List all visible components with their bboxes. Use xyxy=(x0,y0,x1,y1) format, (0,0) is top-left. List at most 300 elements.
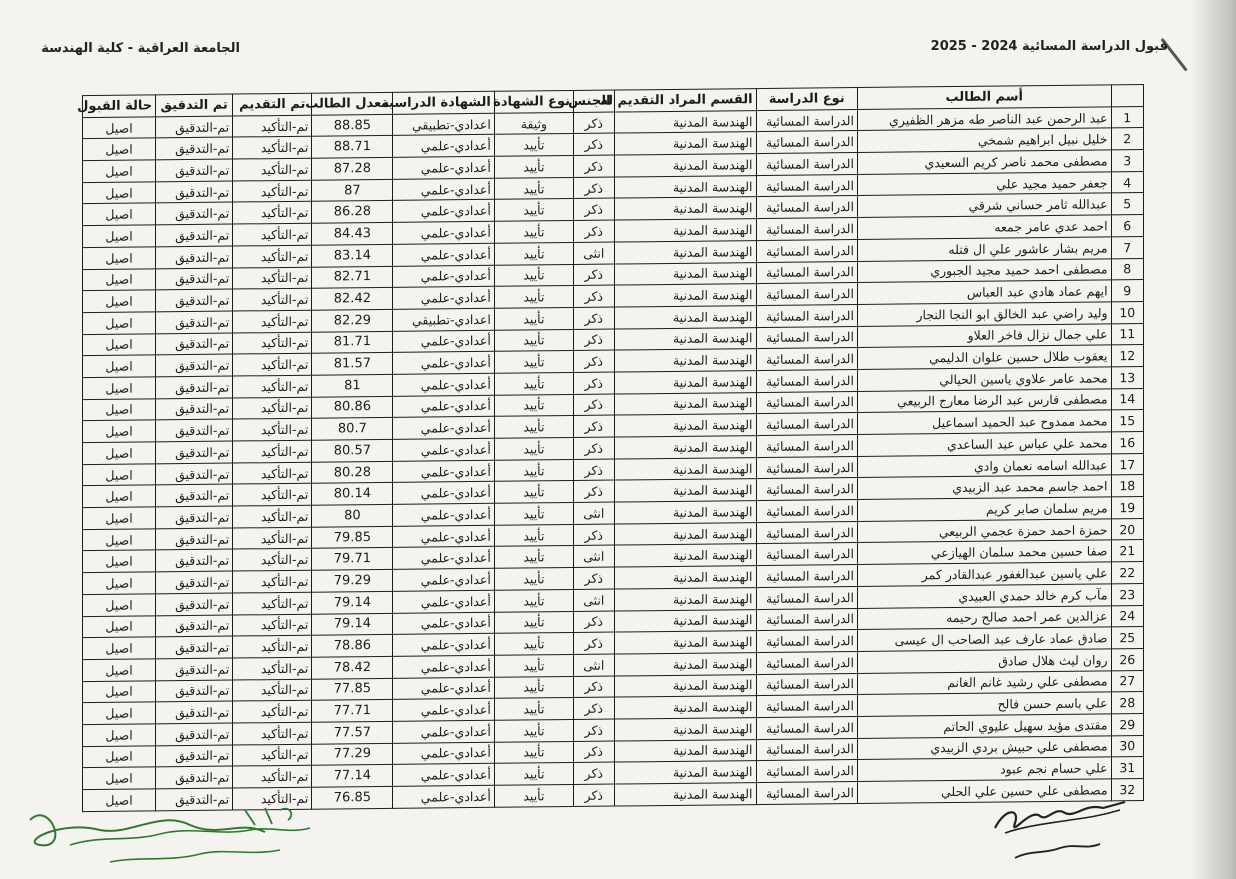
student-name-cell: جعفر حميد مجيد علي xyxy=(857,172,1111,196)
acceptance-status-cell: اصيل xyxy=(83,550,156,572)
verified-status-cell: تم-التدقيق xyxy=(156,766,233,788)
certificate-type-cell: وثيقة xyxy=(494,112,573,135)
gender-cell: ذكر xyxy=(573,112,614,134)
verified-status-cell: تم-التدقيق xyxy=(156,354,233,376)
certificate-type-cell: تأييد xyxy=(494,242,573,265)
gpa-cell: 79.29 xyxy=(312,569,393,592)
student-name-cell: مصطفى فارس عبد الرضا معارج الربيعي xyxy=(857,388,1111,412)
gender-cell: ذكر xyxy=(573,329,614,351)
column-header-department: القسم المراد التقديم له xyxy=(614,89,756,112)
row-index-cell: 10 xyxy=(1111,301,1143,323)
verified-status-cell: تم-التدقيق xyxy=(156,593,233,615)
study-type-cell: الدراسة المسائية xyxy=(756,369,857,392)
acceptance-status-cell: اصيل xyxy=(83,464,156,486)
verified-status-cell: تم-التدقيق xyxy=(156,441,233,463)
gpa-cell: 80 xyxy=(312,504,393,527)
row-index-cell: 11 xyxy=(1111,323,1143,345)
row-index-cell: 25 xyxy=(1111,627,1143,649)
school-certificate-cell: أعدادي-علمي xyxy=(393,677,494,700)
student-name-cell: مصطفى احمد حميد مجيد الجبوري xyxy=(857,258,1111,282)
gender-cell: انثى xyxy=(573,242,614,264)
applied-status-cell: تم-التأكيد xyxy=(233,744,312,767)
gpa-cell: 80.86 xyxy=(312,396,393,419)
gender-cell: ذكر xyxy=(573,155,614,177)
gender-cell: ذكر xyxy=(573,697,614,719)
school-certificate-cell: أعدادي-علمي xyxy=(393,503,494,526)
acceptance-status-cell: اصيل xyxy=(83,290,156,312)
department-cell: الهندسة المدنية xyxy=(614,305,756,328)
verified-status-cell: تم-التدقيق xyxy=(156,268,233,290)
student-name-cell: مصطفى علي رشيد غانم الغانم xyxy=(857,670,1111,694)
applied-status-cell: تم-التأكيد xyxy=(233,397,312,420)
applied-status-cell: تم-التأكيد xyxy=(233,549,312,572)
gender-cell: انثى xyxy=(573,545,614,567)
certificate-type-cell: تأييد xyxy=(494,763,573,786)
verified-status-cell: تم-التدقيق xyxy=(156,571,233,593)
gender-cell: ذكر xyxy=(573,394,614,416)
column-header-study-type: نوع الدراسة xyxy=(756,88,857,111)
gpa-cell: 80.57 xyxy=(312,439,393,462)
applied-status-cell: تم-التأكيد xyxy=(233,180,312,203)
gender-cell: ذكر xyxy=(573,459,614,481)
row-index-cell: 29 xyxy=(1111,713,1143,735)
column-header-acceptance-status: حالة القبول xyxy=(83,95,156,117)
verified-status-cell: تم-التدقيق xyxy=(156,333,233,355)
gender-cell: ذكر xyxy=(573,741,614,763)
applied-status-cell: تم-التأكيد xyxy=(233,766,312,789)
student-name-cell: مريم بشار عاشور علي ال فتله xyxy=(857,237,1111,261)
gpa-cell: 78.42 xyxy=(312,656,393,679)
acceptance-status-cell: اصيل xyxy=(83,680,156,702)
gender-cell: ذكر xyxy=(573,372,614,394)
document-title: قبول الدراسة المسائية 2024 - 2025 xyxy=(930,39,1168,54)
gpa-cell: 76.85 xyxy=(312,786,393,809)
gender-cell: ذكر xyxy=(573,632,614,654)
page-shadow xyxy=(1190,0,1236,879)
verified-status-cell: تم-التدقيق xyxy=(156,506,233,528)
table-body xyxy=(83,106,1144,811)
applied-status-cell: تم-التأكيد xyxy=(233,440,312,463)
acceptance-status-cell: اصيل xyxy=(83,225,156,247)
acceptance-status-cell: اصيل xyxy=(83,485,156,507)
gpa-cell: 79.71 xyxy=(312,548,393,571)
column-header-gender: الجنس xyxy=(573,90,614,112)
study-type-cell: الدراسة المسائية xyxy=(756,738,857,761)
institution-name: الجامعة العراقية - كلية الهندسة xyxy=(41,41,240,56)
gender-cell: ذكر xyxy=(573,415,614,437)
acceptance-status-cell: اصيل xyxy=(83,117,156,139)
acceptance-status-cell: اصيل xyxy=(83,745,156,767)
applied-status-cell: تم-التأكيد xyxy=(233,115,312,138)
verified-status-cell: تم-التدقيق xyxy=(156,202,233,224)
gender-cell: ذكر xyxy=(573,676,614,698)
row-index-cell: 27 xyxy=(1111,670,1143,692)
student-name-cell: مصطفى محمد ناصر كريم السعيدي xyxy=(857,150,1111,174)
study-type-cell: الدراسة المسائية xyxy=(756,500,857,523)
department-cell: الهندسة المدنية xyxy=(614,652,756,675)
verified-status-cell: تم-التدقيق xyxy=(156,701,233,723)
acceptance-status-cell: اصيل xyxy=(83,377,156,399)
student-name-cell: عزالدين عمر احمد صالح رحيمه xyxy=(857,605,1111,629)
student-name-cell: صادق عماد عارف عبد الصاحب ال عيسى xyxy=(857,627,1111,651)
verified-status-cell: تم-التدقيق xyxy=(156,484,233,506)
verified-status-cell: تم-التدقيق xyxy=(156,376,233,398)
column-header-certificate-type: نوع الشهادة xyxy=(494,90,573,113)
acceptance-status-cell: اصيل xyxy=(83,789,156,811)
student-name-cell: محمد علي عباس عبد الساعدي xyxy=(857,432,1111,456)
gpa-cell: 80.14 xyxy=(312,483,393,506)
student-name-cell: علي ياسين عبدالغفور عبدالقادر كمر xyxy=(857,562,1111,586)
student-name-cell: مقتدى مؤيد سهيل عليوي الحاتم xyxy=(857,714,1111,738)
applied-status-cell: تم-التأكيد xyxy=(233,353,312,376)
gender-cell: ذكر xyxy=(573,480,614,502)
gender-cell: ذكر xyxy=(573,264,614,286)
school-certificate-cell: أعدادي-علمي xyxy=(393,200,494,223)
gender-cell: ذكر xyxy=(573,784,614,806)
acceptance-status-cell: اصيل xyxy=(83,312,156,334)
verified-status-cell: تم-التدقيق xyxy=(156,680,233,702)
acceptance-status-cell: اصيل xyxy=(83,420,156,442)
verified-status-cell: تم-التدقيق xyxy=(156,246,233,268)
certificate-type-cell: تأييد xyxy=(494,654,573,677)
school-certificate-cell: أعدادي-علمي xyxy=(393,699,494,722)
study-type-cell: الدراسة المسائية xyxy=(756,239,857,262)
row-index-cell: 21 xyxy=(1111,540,1143,562)
applied-status-cell: تم-التأكيد xyxy=(233,332,312,355)
row-index-cell: 26 xyxy=(1111,648,1143,670)
certificate-type-cell: تأييد xyxy=(494,676,573,699)
gpa-cell: 82.42 xyxy=(312,288,393,311)
applied-status-cell: تم-التأكيد xyxy=(233,223,312,246)
certificate-type-cell: تأييد xyxy=(494,394,573,417)
study-type-cell: الدراسة المسائية xyxy=(756,716,857,739)
row-index-cell: 4 xyxy=(1111,171,1143,193)
school-certificate-cell: أعدادي-علمي xyxy=(393,633,494,656)
study-type-cell: الدراسة المسائية xyxy=(756,218,857,241)
department-cell: الهندسة المدنية xyxy=(614,674,756,697)
verified-status-cell: تم-التدقيق xyxy=(156,159,233,181)
study-type-cell: الدراسة المسائية xyxy=(756,565,857,588)
department-cell: الهندسة المدنية xyxy=(614,197,756,220)
gpa-cell: 81.57 xyxy=(312,353,393,376)
department-cell: الهندسة المدنية xyxy=(614,392,756,415)
study-type-cell: الدراسة المسائية xyxy=(756,174,857,197)
column-header-school-certificate: الشهادة الدراسية xyxy=(393,91,494,114)
gpa-cell: 80.7 xyxy=(312,418,393,441)
applied-status-cell: تم-التأكيد xyxy=(233,202,312,225)
study-type-cell: الدراسة المسائية xyxy=(756,782,857,805)
school-certificate-cell: أعدادي-علمي xyxy=(393,243,494,266)
department-cell: الهندسة المدنية xyxy=(614,219,756,242)
acceptance-status-cell: اصيل xyxy=(83,637,156,659)
department-cell: الهندسة المدنية xyxy=(614,132,756,155)
certificate-type-cell: تأييد xyxy=(494,568,573,591)
gender-cell: ذكر xyxy=(573,198,614,220)
acceptance-status-cell: اصيل xyxy=(83,594,156,616)
study-type-cell: الدراسة المسائية xyxy=(756,109,857,132)
school-certificate-cell: اعدادي-تطبيقي xyxy=(393,308,494,331)
acceptance-status-cell: اصيل xyxy=(83,268,156,290)
row-index-cell: 24 xyxy=(1111,605,1143,627)
certificate-type-cell: تأييد xyxy=(494,459,573,482)
gender-cell: ذكر xyxy=(573,220,614,242)
applied-status-cell: تم-التأكيد xyxy=(233,787,312,810)
row-index-cell: 1 xyxy=(1111,106,1143,128)
certificate-type-cell: تأييد xyxy=(494,372,573,395)
department-cell: الهندسة المدنية xyxy=(614,566,756,589)
department-cell: الهندسة المدنية xyxy=(614,110,756,133)
student-name-cell: محمد عامر علاوي ياسين الحيالي xyxy=(857,367,1111,391)
acceptance-status-cell: اصيل xyxy=(83,398,156,420)
certificate-type-cell: تأييد xyxy=(494,221,573,244)
gpa-cell: 77.57 xyxy=(312,721,393,744)
school-certificate-cell: أعدادي-علمي xyxy=(393,265,494,288)
verified-status-cell: تم-التدقيق xyxy=(156,181,233,203)
row-index-cell: 20 xyxy=(1111,518,1143,540)
verified-status-cell: تم-التدقيق xyxy=(156,419,233,441)
gpa-cell: 86.28 xyxy=(312,201,393,224)
study-type-cell: الدراسة المسائية xyxy=(756,283,857,306)
department-cell: الهندسة المدنية xyxy=(614,783,756,806)
gpa-cell: 79.85 xyxy=(312,526,393,549)
certificate-type-cell: تأييد xyxy=(494,481,573,504)
department-cell: الهندسة المدنية xyxy=(614,240,756,263)
applied-status-cell: تم-التأكيد xyxy=(233,527,312,550)
acceptance-status-cell: اصيل xyxy=(83,767,156,789)
school-certificate-cell: أعدادي-علمي xyxy=(393,568,494,591)
gender-cell: انثى xyxy=(573,654,614,676)
study-type-cell: الدراسة المسائية xyxy=(756,586,857,609)
gpa-cell: 79.14 xyxy=(312,591,393,614)
certificate-type-cell: تأييد xyxy=(494,286,573,309)
school-certificate-cell: أعدادي-علمي xyxy=(393,590,494,613)
applied-status-cell: تم-التأكيد xyxy=(233,245,312,268)
verified-status-cell: تم-التدقيق xyxy=(156,636,233,658)
applied-status-cell: تم-التأكيد xyxy=(233,722,312,745)
department-cell: الهندسة المدنية xyxy=(614,718,756,741)
signature-right xyxy=(985,788,1135,868)
column-header-student-name: أسم الطالب xyxy=(857,85,1111,109)
gender-cell: ذكر xyxy=(573,762,614,784)
acceptance-status-cell: اصيل xyxy=(83,138,156,160)
student-name-cell: مريم سلمان صابر كريم xyxy=(857,497,1111,521)
study-type-cell: الدراسة المسائية xyxy=(756,326,857,349)
school-certificate-cell: أعدادي-علمي xyxy=(393,352,494,375)
acceptance-status-cell: اصيل xyxy=(83,615,156,637)
department-cell: الهندسة المدنية xyxy=(614,371,756,394)
acceptance-status-cell: اصيل xyxy=(83,182,156,204)
study-type-cell: الدراسة المسائية xyxy=(756,630,857,653)
row-index-cell: 2 xyxy=(1111,128,1143,150)
gender-cell: ذكر xyxy=(573,177,614,199)
row-index-cell: 18 xyxy=(1111,475,1143,497)
gender-cell: ذكر xyxy=(573,285,614,307)
study-type-cell: الدراسة المسائية xyxy=(756,695,857,718)
row-index-cell: 3 xyxy=(1111,150,1143,172)
gpa-cell: 87 xyxy=(312,179,393,202)
study-type-cell: الدراسة المسائية xyxy=(756,304,857,327)
certificate-type-cell: تأييد xyxy=(494,307,573,330)
acceptance-status-cell: اصيل xyxy=(83,507,156,529)
admissions-table xyxy=(77,84,1144,812)
row-index-cell: 5 xyxy=(1111,193,1143,215)
gpa-cell: 77.71 xyxy=(312,700,393,723)
school-certificate-cell: أعدادي-علمي xyxy=(393,547,494,570)
school-certificate-cell: أعدادي-علمي xyxy=(393,178,494,201)
department-cell: الهندسة المدنية xyxy=(614,522,756,545)
applied-status-cell: تم-التأكيد xyxy=(233,267,312,290)
department-cell: الهندسة المدنية xyxy=(614,631,756,654)
certificate-type-cell: تأييد xyxy=(494,351,573,374)
school-certificate-cell: أعدادي-علمي xyxy=(393,373,494,396)
department-cell: الهندسة المدنية xyxy=(614,327,756,350)
gpa-cell: 81 xyxy=(312,374,393,397)
gender-cell: انثى xyxy=(573,502,614,524)
gpa-cell: 78.86 xyxy=(312,635,393,658)
student-name-cell: مصطفى علي حبيش بردي الزبيدي xyxy=(857,735,1111,759)
school-certificate-cell: أعدادي-علمي xyxy=(393,720,494,743)
row-index-cell: 22 xyxy=(1111,562,1143,584)
student-name-cell: احمد جاسم محمد عبد الزبيدي xyxy=(857,475,1111,499)
study-type-cell: الدراسة المسائية xyxy=(756,543,857,566)
gpa-cell: 79.14 xyxy=(312,613,393,636)
school-certificate-cell: اعدادي-تطبيقي xyxy=(393,113,494,136)
department-cell: الهندسة المدنية xyxy=(614,175,756,198)
study-type-cell: الدراسة المسائية xyxy=(756,131,857,154)
certificate-type-cell: تأييد xyxy=(494,589,573,612)
certificate-type-cell: تأييد xyxy=(494,329,573,352)
department-cell: الهندسة المدنية xyxy=(614,436,756,459)
study-type-cell: الدراسة المسائية xyxy=(756,521,857,544)
applied-status-cell: تم-التأكيد xyxy=(233,505,312,528)
acceptance-status-cell: اصيل xyxy=(83,203,156,225)
acceptance-status-cell: اصيل xyxy=(83,160,156,182)
verified-status-cell: تم-التدقيق xyxy=(156,658,233,680)
department-cell: الهندسة المدنية xyxy=(614,544,756,567)
school-certificate-cell: أعدادي-علمي xyxy=(393,764,494,787)
verified-status-cell: تم-التدقيق xyxy=(156,289,233,311)
school-certificate-cell: أعدادي-علمي xyxy=(393,395,494,418)
student-name-cell: يعقوب طلال حسين علوان الدليمي xyxy=(857,345,1111,369)
school-certificate-cell: أعدادي-علمي xyxy=(393,460,494,483)
department-cell: الهندسة المدنية xyxy=(614,414,756,437)
column-header-applied: تم التقديم xyxy=(233,93,312,116)
certificate-type-cell: تأييد xyxy=(494,611,573,634)
applied-status-cell: تم-التأكيد xyxy=(233,679,312,702)
acceptance-status-cell: اصيل xyxy=(83,572,156,594)
department-cell: الهندسة المدنية xyxy=(614,501,756,524)
study-type-cell: الدراسة المسائية xyxy=(756,196,857,219)
certificate-type-cell: تأييد xyxy=(494,156,573,179)
department-cell: الهندسة المدنية xyxy=(614,349,756,372)
school-certificate-cell: أعدادي-علمي xyxy=(393,417,494,440)
school-certificate-cell: أعدادي-علمي xyxy=(393,525,494,548)
verified-status-cell: تم-التدقيق xyxy=(156,398,233,420)
verified-status-cell: تم-التدقيق xyxy=(156,116,233,138)
school-certificate-cell: أعدادي-علمي xyxy=(393,482,494,505)
student-name-cell: علي حسام نجم عبود xyxy=(857,757,1111,781)
student-name-cell: مآب كرم خالد حمدي العبيدي xyxy=(857,584,1111,608)
gpa-cell: 77.14 xyxy=(312,765,393,788)
study-type-cell: الدراسة المسائية xyxy=(756,435,857,458)
department-cell: الهندسة المدنية xyxy=(614,457,756,480)
certificate-type-cell: تأييد xyxy=(494,698,573,721)
gender-cell: ذكر xyxy=(573,133,614,155)
row-index-cell: 12 xyxy=(1111,345,1143,367)
applied-status-cell: تم-التأكيد xyxy=(233,158,312,181)
gpa-cell: 77.29 xyxy=(312,743,393,766)
row-index-cell: 31 xyxy=(1111,757,1143,779)
school-certificate-cell: أعدادي-علمي xyxy=(393,655,494,678)
row-index-cell: 23 xyxy=(1111,583,1143,605)
study-type-cell: الدراسة المسائية xyxy=(756,608,857,631)
gpa-cell: 82.71 xyxy=(312,266,393,289)
school-certificate-cell: أعدادي-علمي xyxy=(393,330,494,353)
student-name-cell: عبد الرحمن عبد الناصر طه مزهر الظفيري xyxy=(857,107,1111,131)
certificate-type-cell: تأييد xyxy=(494,437,573,460)
row-index-cell: 32 xyxy=(1111,779,1143,801)
department-cell: الهندسة المدنية xyxy=(614,284,756,307)
department-cell: الهندسة المدنية xyxy=(614,761,756,784)
verified-status-cell: تم-التدقيق xyxy=(156,528,233,550)
gpa-cell: 84.43 xyxy=(312,222,393,245)
gpa-cell: 88.85 xyxy=(312,114,393,137)
acceptance-status-cell: اصيل xyxy=(83,702,156,724)
department-cell: الهندسة المدنية xyxy=(614,479,756,502)
gpa-cell: 83.14 xyxy=(312,244,393,267)
applied-status-cell: تم-التأكيد xyxy=(233,570,312,593)
department-cell: الهندسة المدنية xyxy=(614,609,756,632)
gender-cell: ذكر xyxy=(573,719,614,741)
certificate-type-cell: تأييد xyxy=(494,134,573,157)
gpa-cell: 82.29 xyxy=(312,309,393,332)
verified-status-cell: تم-التدقيق xyxy=(156,745,233,767)
column-header-index xyxy=(1111,85,1143,107)
student-name-cell: روان ليث هلال صادق xyxy=(857,649,1111,673)
gender-cell: ذكر xyxy=(573,611,614,633)
certificate-type-cell: تأييد xyxy=(494,177,573,200)
row-index-cell: 15 xyxy=(1111,410,1143,432)
student-name-cell: علي جمال نزال فاخر العلاو xyxy=(857,323,1111,347)
acceptance-status-cell: اصيل xyxy=(83,529,156,551)
applied-status-cell: تم-التأكيد xyxy=(233,288,312,311)
applied-status-cell: تم-التأكيد xyxy=(233,700,312,723)
applied-status-cell: تم-التأكيد xyxy=(233,657,312,680)
student-name-cell: صفا حسين محمد سلمان الهيازعي xyxy=(857,540,1111,564)
school-certificate-cell: أعدادي-علمي xyxy=(393,286,494,309)
department-cell: الهندسة المدنية xyxy=(614,696,756,719)
study-type-cell: الدراسة المسائية xyxy=(756,478,857,501)
applied-status-cell: تم-التأكيد xyxy=(233,462,312,485)
school-certificate-cell: أعدادي-علمي xyxy=(393,742,494,765)
gender-cell: ذكر xyxy=(573,567,614,589)
student-name-cell: مصطفى علي حسين علي الحلي xyxy=(857,779,1111,803)
applied-status-cell: تم-التأكيد xyxy=(233,635,312,658)
applied-status-cell: تم-التأكيد xyxy=(233,484,312,507)
certificate-type-cell: تأييد xyxy=(494,199,573,222)
certificate-type-cell: تأييد xyxy=(494,546,573,569)
student-name-cell: وليد راضي عبد الخالق ابو النجا النجار xyxy=(857,302,1111,326)
acceptance-status-cell: اصيل xyxy=(83,724,156,746)
study-type-cell: الدراسة المسائية xyxy=(756,413,857,436)
verified-status-cell: تم-التدقيق xyxy=(156,463,233,485)
row-index-cell: 7 xyxy=(1111,236,1143,258)
row-index-cell: 9 xyxy=(1111,280,1143,302)
column-header-gpa: معدل الطالب xyxy=(312,92,393,115)
study-type-cell: الدراسة المسائية xyxy=(756,651,857,674)
applied-status-cell: تم-التأكيد xyxy=(233,592,312,615)
signature-left xyxy=(10,790,340,875)
